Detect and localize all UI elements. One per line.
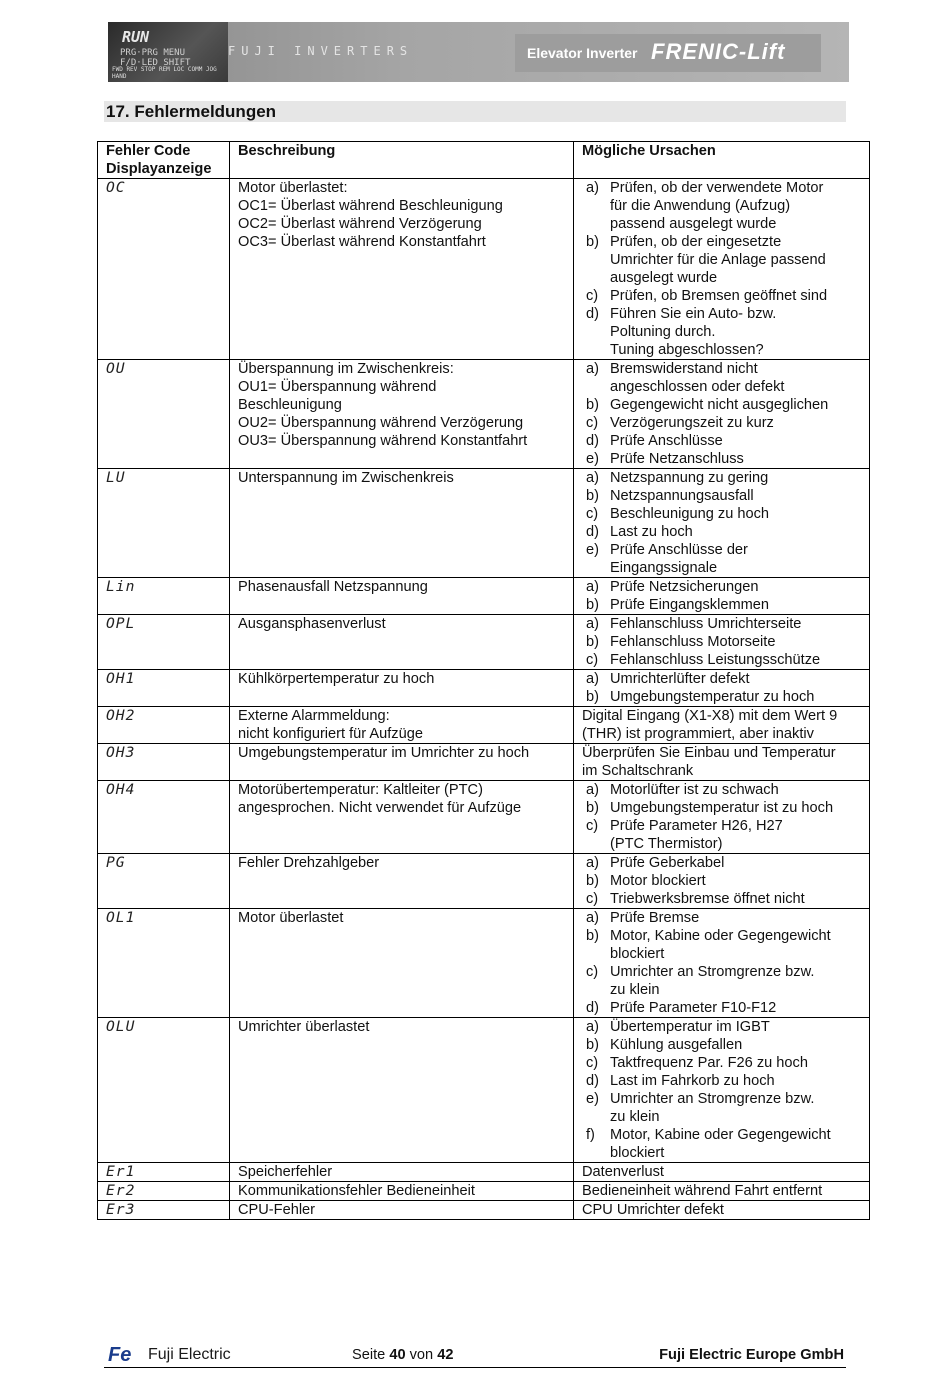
cause-item (582, 287, 861, 305)
cause-text: Übertemperatur im IGBT (610, 1019, 770, 1035)
description-line: Externe Alarmmeldung: (238, 708, 390, 724)
cause-item (582, 305, 861, 359)
cause-marker: b) (586, 634, 599, 650)
column-header-causes: Mögliche Ursachen (574, 142, 870, 179)
cause-marker: a) (586, 782, 599, 798)
cause-item (582, 1072, 861, 1090)
cause-item (582, 781, 861, 799)
error-description (230, 744, 574, 781)
page-total: 42 (437, 1347, 454, 1363)
cause-marker: d) (586, 1073, 599, 1089)
cause-text: ausgelegt wurde (610, 270, 718, 286)
error-description (230, 1182, 574, 1201)
possible-causes (574, 615, 870, 670)
logo-mark-icon: Fe (108, 1344, 132, 1366)
table-row (98, 179, 870, 360)
cause-text: Umgebungstemperatur ist zu hoch (610, 800, 834, 816)
description-line: OU1= Überspannung während (238, 379, 437, 395)
table-row (98, 1163, 870, 1182)
possible-causes (574, 578, 870, 615)
cause-marker: b) (586, 689, 599, 705)
cause-marker: b) (586, 234, 599, 250)
cause-item (582, 872, 861, 890)
cause-marker: a) (586, 361, 599, 377)
cause-item (582, 854, 861, 872)
cause-item (582, 999, 861, 1017)
cause-item (582, 799, 861, 817)
cause-text: Motor, Kabine oder Gegengewicht (610, 928, 831, 944)
description-line: Fehler Drehzahlgeber (238, 855, 380, 871)
cause-marker: f) (586, 1127, 595, 1143)
description-line: Überspannung im Zwischenkreis: (238, 361, 454, 377)
cause-marker: b) (586, 397, 599, 413)
error-code: OC (98, 179, 230, 360)
cause-text: blockiert (610, 1145, 665, 1161)
possible-causes (574, 854, 870, 909)
cause-item (582, 179, 861, 233)
cause-text: CPU Umrichter defekt (582, 1202, 724, 1218)
column-header-description: Beschreibung (230, 142, 574, 179)
cause-text: zu klein (610, 1109, 660, 1125)
error-description (230, 179, 574, 360)
cause-marker: e) (586, 1091, 599, 1107)
cause-item (582, 651, 861, 669)
cause-text: Triebwerksbremse öffnet nicht (610, 891, 805, 907)
description-line: OU2= Überspannung während Verzögerung (238, 415, 524, 431)
cause-text: Gegengewicht nicht ausgeglichen (610, 397, 829, 413)
cause-text: (PTC Thermistor) (610, 836, 723, 852)
cause-item (582, 596, 861, 614)
possible-causes (574, 1163, 870, 1182)
description-line: OC1= Überlast während Beschleunigung (238, 198, 503, 214)
error-code: PG (98, 854, 230, 909)
cause-text: Bremswiderstand nicht (610, 361, 758, 377)
table-header-row (98, 142, 870, 179)
cause-marker: c) (586, 506, 599, 522)
possible-causes (574, 670, 870, 707)
error-description (230, 909, 574, 1018)
cause-text: Verzögerungszeit zu kurz (610, 415, 774, 431)
cause-item (582, 360, 861, 396)
cause-text: Prüfe Netzanschluss (610, 451, 744, 467)
table-row (98, 744, 870, 781)
error-code: Er2 (98, 1182, 230, 1201)
cause-text: Motorlüfter ist zu schwach (610, 782, 779, 798)
cause-text: für die Anwendung (Aufzug) (610, 198, 791, 214)
error-code: OPL (98, 615, 230, 670)
cause-marker: b) (586, 873, 599, 889)
header-banner (108, 22, 849, 82)
description-line: Unterspannung im Zwischenkreis (238, 470, 454, 486)
description-line: OC2= Überlast während Verzögerung (238, 216, 482, 232)
cause-text: Last zu hoch (610, 524, 693, 540)
possible-causes (574, 909, 870, 1018)
table-row (98, 578, 870, 615)
cause-marker: b) (586, 1037, 599, 1053)
error-code: OH3 (98, 744, 230, 781)
error-code: OH4 (98, 781, 230, 854)
cause-item (582, 1036, 861, 1054)
cause-item (582, 523, 861, 541)
cause-item (582, 505, 861, 523)
cause-marker: a) (586, 855, 599, 871)
description-line: Umrichter überlastet (238, 1019, 370, 1035)
lcd-row: F/D·LED SHIFT (120, 58, 191, 68)
table-row (98, 1018, 870, 1163)
error-description (230, 707, 574, 744)
cause-item (582, 927, 861, 963)
page-separator: von (409, 1347, 434, 1363)
cause-text: Umgebungstemperatur zu hoch (610, 689, 815, 705)
cause-item (582, 233, 861, 287)
cause-text: Prüfe Anschlüsse der (610, 542, 748, 558)
cause-item (582, 487, 861, 505)
description-line: Beschleunigung (238, 397, 342, 413)
cause-text: Fehlanschluss Motorseite (610, 634, 776, 650)
cause-item (582, 450, 861, 468)
cause-item (582, 1090, 861, 1126)
cause-text: Kühlung ausgefallen (610, 1037, 743, 1053)
error-code: Er3 (98, 1201, 230, 1220)
cause-text: blockiert (610, 946, 665, 962)
cause-text: Last im Fahrkorb zu hoch (610, 1073, 775, 1089)
possible-causes (574, 744, 870, 781)
cause-marker: d) (586, 306, 599, 322)
cause-text: Umrichterlüfter defekt (610, 671, 750, 687)
cause-text: Fehlanschluss Umrichterseite (610, 616, 802, 632)
description-line: CPU-Fehler (238, 1202, 316, 1218)
possible-causes (574, 1182, 870, 1201)
header-code-line2: Displayanzeige (106, 161, 212, 177)
page-indicator (352, 1347, 453, 1363)
error-description (230, 1201, 574, 1220)
cause-text: Umrichter für die Anlage passend (610, 252, 826, 268)
cause-marker: d) (586, 433, 599, 449)
cause-text: Prüfe Anschlüsse (610, 433, 723, 449)
lcd-rows (120, 48, 190, 68)
table-row (98, 854, 870, 909)
cause-marker: e) (586, 542, 599, 558)
footer-rule (104, 1367, 846, 1368)
cause-text: Bedieneinheit während Fahrt entfernt (582, 1183, 823, 1199)
logo-text: Fuji Electric (148, 1346, 231, 1363)
possible-causes (574, 781, 870, 854)
cause-text: zu klein (610, 982, 660, 998)
cause-item (582, 1018, 861, 1036)
cause-text: Taktfrequenz Par. F26 zu hoch (610, 1055, 808, 1071)
cause-text: Überprüfen Sie Einbau und Temperatur (582, 745, 836, 761)
table-row (98, 909, 870, 1018)
description-line: Kühlkörpertemperatur zu hoch (238, 671, 435, 687)
product-box (515, 34, 821, 72)
cause-marker: d) (586, 1000, 599, 1016)
cause-text: Umrichter an Stromgrenze bzw. (610, 964, 815, 980)
error-description (230, 578, 574, 615)
cause-item (582, 633, 861, 651)
error-code: OU (98, 360, 230, 469)
lcd-run-text: RUN (122, 28, 150, 46)
cause-item (582, 890, 861, 908)
cause-marker: a) (586, 1019, 599, 1035)
description-line: Motor überlastet: (238, 180, 348, 196)
cause-item (582, 1126, 861, 1162)
cause-marker: c) (586, 1055, 599, 1071)
cause-text: Beschleunigung zu hoch (610, 506, 770, 522)
cause-text: Prüfe Parameter H26, H27 (610, 818, 783, 834)
table-row (98, 1182, 870, 1201)
possible-causes (574, 1018, 870, 1163)
error-code: Lin (98, 578, 230, 615)
cause-text: Prüfe Geberkabel (610, 855, 725, 871)
table-row (98, 360, 870, 469)
error-code: Er1 (98, 1163, 230, 1182)
table-row (98, 781, 870, 854)
error-code: OLU (98, 1018, 230, 1163)
table-row (98, 469, 870, 578)
product-subtitle: Elevator Inverter (527, 45, 638, 61)
description-line: OU3= Überspannung während Konstantfahrt (238, 433, 528, 449)
error-description (230, 615, 574, 670)
description-line: angesprochen. Nicht verwendet für Aufzüge (238, 800, 522, 816)
description-line: nicht konfiguriert für Aufzüge (238, 726, 423, 742)
description-line: Ausgansphasenverlust (238, 616, 386, 632)
cause-text: Fehlanschluss Leistungsschütze (610, 652, 821, 668)
error-code: OH1 (98, 670, 230, 707)
error-description (230, 1018, 574, 1163)
error-description (230, 781, 574, 854)
cause-marker: b) (586, 488, 599, 504)
cause-marker: a) (586, 616, 599, 632)
error-description (230, 469, 574, 578)
description-line: Kommunikationsfehler Bedieneinheit (238, 1183, 475, 1199)
possible-causes (574, 469, 870, 578)
cause-marker: b) (586, 597, 599, 613)
cause-text: Umrichter an Stromgrenze bzw. (610, 1091, 815, 1107)
description-line: Umgebungstemperatur im Umrichter zu hoch (238, 745, 530, 761)
cause-text: Digital Eingang (X1-X8) mit dem Wert 9 (582, 708, 838, 724)
page-prefix: Seite (352, 1347, 386, 1363)
product-name: FRENIC-Lift (651, 39, 786, 64)
cause-marker: d) (586, 524, 599, 540)
table-row (98, 670, 870, 707)
cause-text: (THR) ist programmiert, aber inaktiv (582, 726, 814, 742)
cause-text: Prüfen, ob Bremsen geöffnet sind (610, 288, 828, 304)
cause-marker: c) (586, 652, 599, 668)
lcd-row: PRG·PRG MENU (120, 48, 186, 58)
cause-marker: a) (586, 470, 599, 486)
cause-marker: c) (586, 818, 599, 834)
cause-text: Prüfen, ob der verwendete Motor (610, 180, 824, 196)
cause-marker: c) (586, 891, 599, 907)
cause-item (582, 1054, 861, 1072)
cause-item (582, 909, 861, 927)
error-description (230, 1163, 574, 1182)
section-title: 17. Fehlermeldungen (104, 101, 846, 122)
description-line: Phasenausfall Netzspannung (238, 579, 428, 595)
brand-line: FUJI INVERTERS (228, 44, 414, 58)
page-current: 40 (389, 1347, 406, 1363)
error-code: OH2 (98, 707, 230, 744)
cause-item (582, 688, 861, 706)
cause-item (582, 615, 861, 633)
cause-item (582, 414, 861, 432)
cause-text: Datenverlust (582, 1164, 664, 1180)
cause-text: passend ausgelegt wurde (610, 216, 777, 232)
cause-item (582, 432, 861, 450)
header-code-line1: Fehler Code (106, 143, 191, 159)
cause-item (582, 396, 861, 414)
cause-item (582, 578, 861, 596)
error-description (230, 360, 574, 469)
description-line: Motorübertemperatur: Kaltleiter (PTC) (238, 782, 483, 798)
cause-marker: a) (586, 180, 599, 196)
error-description (230, 854, 574, 909)
cause-text: Tuning abgeschlossen? (610, 342, 764, 358)
description-line: Speicherfehler (238, 1164, 333, 1180)
cause-marker: c) (586, 415, 599, 431)
error-code: LU (98, 469, 230, 578)
company-name: Fuji Electric Europe GmbH (659, 1347, 844, 1363)
cause-marker: c) (586, 964, 599, 980)
cause-marker: a) (586, 579, 599, 595)
table-row (98, 1201, 870, 1220)
cause-marker: b) (586, 800, 599, 816)
cause-text: angeschlossen oder defekt (610, 379, 785, 395)
cause-text: Prüfe Parameter F10-F12 (610, 1000, 777, 1016)
possible-causes (574, 707, 870, 744)
cause-text: Führen Sie ein Auto- bzw. (610, 306, 777, 322)
cause-text: Prüfe Eingangsklemmen (610, 597, 769, 613)
cause-item (582, 469, 861, 487)
possible-causes (574, 1201, 870, 1220)
cause-text: Motor blockiert (610, 873, 706, 889)
description-line: OC3= Überlast während Konstantfahrt (238, 234, 486, 250)
cause-marker: c) (586, 288, 599, 304)
cause-text: Poltuning durch. (610, 324, 716, 340)
error-table (97, 141, 870, 1220)
cause-text: Eingangssignale (610, 560, 718, 576)
cause-item (582, 963, 861, 999)
cause-marker: e) (586, 451, 599, 467)
possible-causes (574, 360, 870, 469)
cause-text: Prüfen, ob der eingesetzte (610, 234, 782, 250)
lcd-keys: FWD REV STOP REM LOC COMM JOG HAND (112, 66, 217, 80)
description-line: Motor überlastet (238, 910, 344, 926)
cause-item (582, 817, 861, 853)
cause-text: Netzspannungsausfall (610, 488, 754, 504)
table-body (98, 179, 870, 1220)
cause-text: Motor, Kabine oder Gegengewicht (610, 1127, 831, 1143)
error-code: OL1 (98, 909, 230, 1018)
lcd-display-image (108, 22, 228, 82)
cause-text: Prüfe Bremse (610, 910, 700, 926)
cause-item (582, 670, 861, 688)
cause-marker: a) (586, 910, 599, 926)
cause-item (582, 541, 861, 577)
error-description (230, 670, 574, 707)
cause-text: Prüfe Netzsicherungen (610, 579, 759, 595)
cause-text: im Schaltschrank (582, 763, 694, 779)
cause-marker: b) (586, 928, 599, 944)
cause-marker: a) (586, 671, 599, 687)
possible-causes (574, 179, 870, 360)
table-row (98, 615, 870, 670)
column-header-code (98, 142, 230, 179)
table-row (98, 707, 870, 744)
cause-text: Netzspannung zu gering (610, 470, 769, 486)
